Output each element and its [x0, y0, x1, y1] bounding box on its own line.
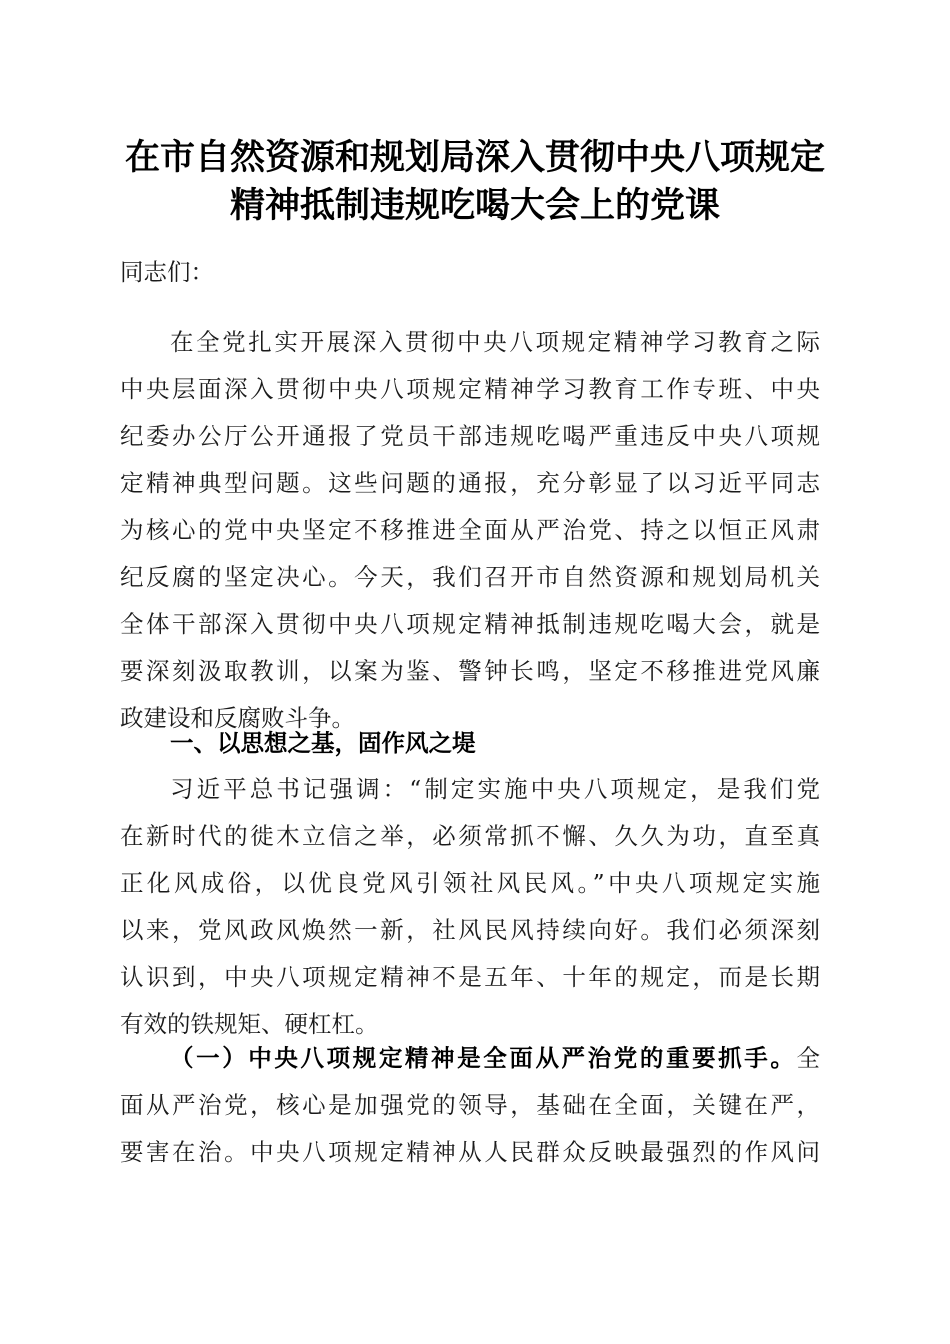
document-title-line-2: 精神抵制违规吃喝大会上的党课	[229, 185, 720, 226]
paragraph-line: 政建设和反腐败斗争。	[120, 704, 355, 732]
paragraph-line: 纪反腐的坚定决心。今天，我们召开市自然资源和规划局机关	[120, 563, 820, 591]
paragraph-line: 全体干部深入贯彻中央八项规定精神抵制违规吃喝大会，就是	[120, 610, 820, 638]
paragraph-line: 要害在治。中央八项规定精神从人民群众反映最强烈的作风问	[120, 1138, 820, 1166]
paragraph-line: 习近平总书记强调：“制定实施中央八项规定，是我们党	[170, 775, 820, 803]
paragraph-line: 正化风成俗，以优良党风引领社风民风。”中央八项规定实施	[120, 869, 820, 897]
paragraph-line: 认识到，中央八项规定精神不是五年、十年的规定，而是长期	[120, 963, 820, 991]
paragraph-line: 为核心的党中央坚定不移推进全面从严治党、持之以恒正风肃	[120, 516, 820, 544]
paragraph-line: 定精神典型问题。这些问题的通报，充分彰显了以习近平同志	[120, 469, 820, 497]
salutation: 同志们：	[120, 258, 214, 286]
paragraph-line: 纪委办公厅公开通报了党员干部违规吃喝严重违反中央八项规	[120, 422, 820, 450]
section-heading: 一、以思想之基，固作风之堤	[170, 729, 476, 757]
subheading-line	[170, 1041, 820, 1075]
paragraph-line: 要深刻汲取教训，以案为鉴、警钟长鸣，坚定不移推进党风廉	[120, 657, 820, 685]
paragraph-line: 有效的铁规矩、硬杠杠。	[120, 1010, 379, 1038]
subheading-tail: 全	[796, 1044, 820, 1072]
subheading-lead: （一）中央八项规定精神是全面从严治党的重要抓手。	[170, 1044, 797, 1072]
document-title-line-1: 在市自然资源和规划局深入贯彻中央八项规定	[124, 137, 825, 178]
paragraph-line: 在新时代的徙木立信之举，必须常抓不懈、久久为功，直至真	[120, 822, 820, 850]
paragraph-line: 在全党扎实开展深入贯彻中央八项规定精神学习教育之际	[170, 328, 820, 356]
paragraph-line: 中央层面深入贯彻中央八项规定精神学习教育工作专班、中央	[120, 375, 820, 403]
paragraph-line: 以来，党风政风焕然一新，社风民风持续向好。我们必须深刻	[120, 916, 820, 944]
paragraph-line: 面从严治党，核心是加强党的领导，基础在全面，关键在严，	[120, 1091, 820, 1119]
